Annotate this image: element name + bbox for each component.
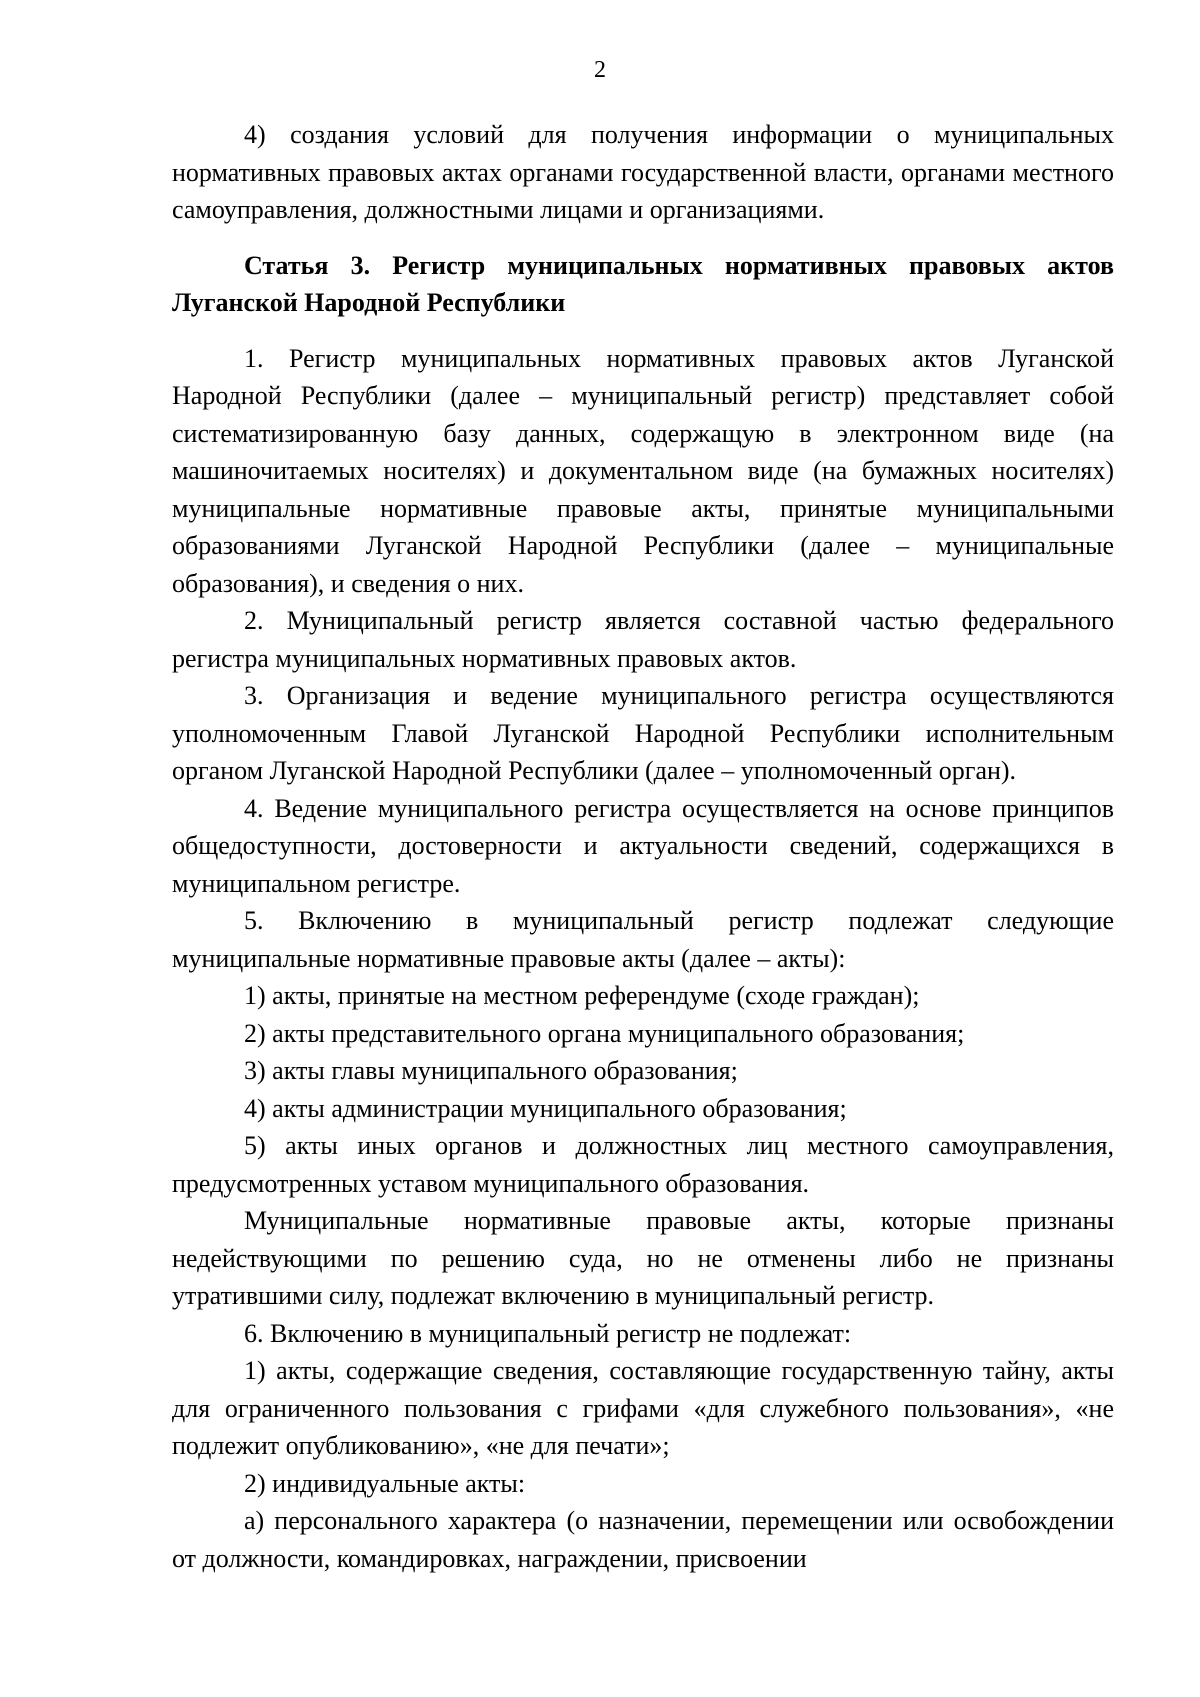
paragraph-clause-4: 4. Ведение муниципального регистра осуществляется на основе принципов общедоступности, достоверности и актуальности сведений, содержащихся в муниципальном регистре.	[172, 793, 1114, 898]
paragraph-subitem-1: 1) акты, принятые на местном референдуме (сходе граждан);	[244, 981, 920, 1010]
paragraph-clause-1: 1. Регистр муниципальных нормативных правовых актов Луганской Народной Республики (далее – муниципальный регистр) представляет собой систематизированную базу данных, содержащую в электронном виде (на машиночитаемых носителях) и документальном виде (на бумажных носителях) муниципальные нормативные правовые акты, принятые муниципальными образованиями Луганской Народной Республики (далее – муниципальные образования), и сведения о них.	[172, 343, 1114, 598]
page-number: 2	[594, 57, 606, 83]
paragraph-subitem-2: 2) акты представительного органа муниципального образования;	[244, 1018, 965, 1048]
paragraph-clause-3: 3. Организация и ведение муниципального регистра осуществляются уполномоченным Главой Луганской Народной Республики исполнительным органом Луганской Народной Республики (далее – уполномоченный орган).	[172, 681, 1114, 785]
paragraph-subitem-3: 3) акты главы муниципального образования;	[244, 1056, 738, 1085]
paragraph-subitem-4: 4) акты администрации муниципального образования;	[244, 1093, 847, 1123]
document-body	[172, 116, 1114, 1577]
paragraph-clause-2: 2. Муниципальный регистр является составной частью федерального регистра муниципальных нормативных правовых актов.	[172, 606, 1114, 673]
paragraph-item-4: 4) создания условий для получения информации о муниципальных нормативных правовых актах органами государственной власти, органами местного самоуправления, должностными лицами и организациями.	[172, 120, 1114, 224]
paragraph-subitem-5: 5) акты иных органов и должностных лиц местного самоуправления, предусмотренных уставом муниципального образования.	[172, 1131, 1114, 1198]
article-3-heading: Статья 3. Регистр муниципальных нормативных правовых актов Луганской Народной Республики	[172, 250, 1114, 317]
paragraph-exclusion-2: 2) индивидуальные акты:	[244, 1468, 526, 1498]
paragraph-clause-6: 6. Включению в муниципальный регистр не подлежат:	[244, 1318, 852, 1348]
paragraph-exclusion-1: 1) акты, содержащие сведения, составляющие государственную тайну, акты для ограниченного пользования с грифами «для служебного пользования», «не подлежит опубликованию», «не для печати»;	[172, 1356, 1114, 1460]
paragraph-invalidated-acts: Муниципальные нормативные правовые акты, которые признаны недействующими по решению суда, но не отменены либо не признаны утратившими силу, подлежат включению в муниципальный регистр.	[172, 1206, 1114, 1310]
paragraph-exclusion-2a: а) персонального характера (о назначении, перемещении или освобождении от должности, командировках, награждении, присвоении	[172, 1506, 1114, 1573]
paragraph-clause-5: 5. Включению в муниципальный регистр подлежат следующие муниципальные нормативные правовые акты (далее – акты):	[172, 906, 1114, 973]
